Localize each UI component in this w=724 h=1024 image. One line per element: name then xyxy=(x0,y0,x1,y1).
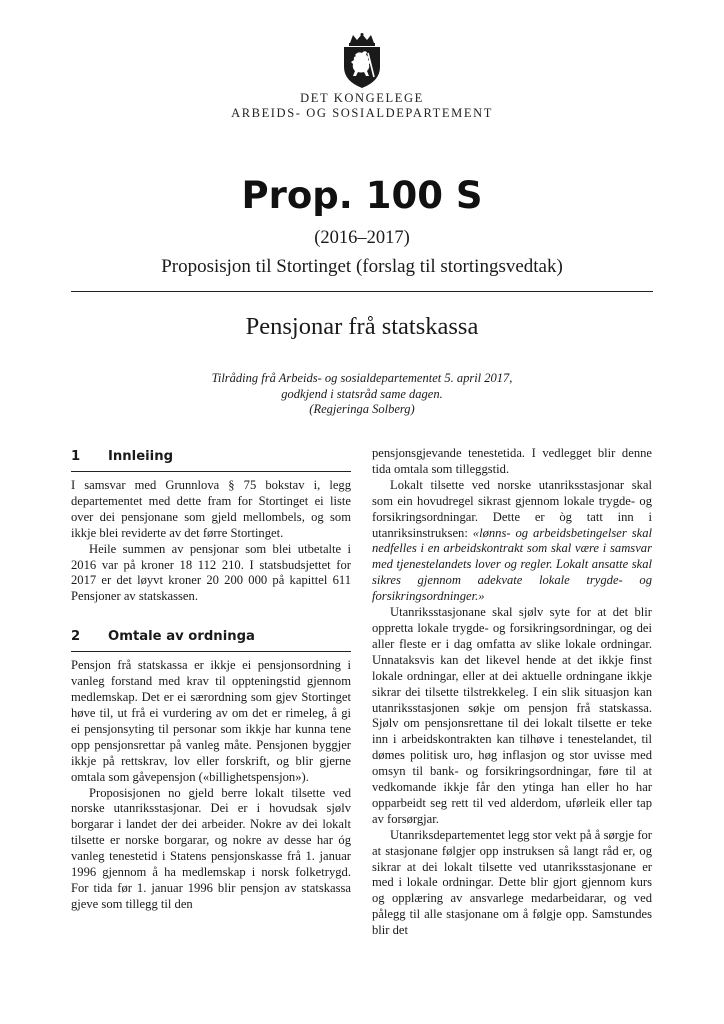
instruction-quote: «lønns- og arbeidsbetingelser skal nedfelles i en arbeidskontrakt som skal være i samsvar med tjenestelandets lover og regler. Lokalt ansatte skal sikres gjennom adekvate lokale trygde- og forsikringsordninger.» xyxy=(372,525,652,604)
paragraph: Utanriksstasjonane skal sjølv syte for at det blir oppretta lokale trygde- og forsikringsordningar, og dei aller fleste er i dag omfatta av slike lokale ordningar. Unnataksvis kan det likevel hende at det ikkje finst lokale ordningar, eller at dei aktuelle ordningane ikkje sikrar dei tilsette tilstrekkeleg. I ein slik situasjon kan utanriksstasjonen søkje om pensjon frå statskassa. Sjølv om pensjonsrettane til dei lokalt tilsette er teke inn i arbeidskontrakten kan tilhøve i tenestelandet, til dømes politisk uro, høg inflasjon og stor uvisse med omsyn til bank- og forsikringsordningar, føre til at vedkomande ikkje får den ytinga han eller ho har opparbeidt seg rett til ved alderdom, uførleik eller tap av forsørgjar. xyxy=(372,605,652,826)
document-title: Pensjonar frå statskassa xyxy=(245,313,479,340)
approval-line-2: godkjend i statsråd same dagen. xyxy=(281,386,443,401)
approval-line-1: Tilråding frå Arbeids- og sosialdepartementet 5. april 2017, xyxy=(211,371,513,385)
ministry-line-2: ARBEIDS- OG SOSIALDEPARTEMENT xyxy=(231,106,493,120)
title-divider xyxy=(71,291,653,292)
section-title: Innleiing xyxy=(108,449,174,464)
paragraph: Utanriksdepartementet legg stor vekt på å sørgje for at stasjonane følgjer opp instruksen så langt råd er, og sikrar at dei lokalt tilsette ved utanriksstasjonane er med i lokale ordningar. Dette blir gjort gjennom kurs og opplæring av ansvarlege medarbeidarar, og ved pålegg til alle stasjonane om å følgje opp. Samstundes blir det xyxy=(372,827,652,938)
paragraph: pensjonsgjevande tenestetida. I vedlegget blir denne tida omtala som tilleggstid. xyxy=(372,446,652,476)
paragraph: I samsvar med Grunnlova § 75 bokstav i, legg departementet med dette fram for Stortinget ei liste over dei pensjonane som gjeld mellombels, og som ikkje blei reviderte av det førre Stortinget. xyxy=(71,478,351,540)
paragraph-with-quote xyxy=(372,478,652,605)
left-column xyxy=(71,448,351,913)
right-column xyxy=(372,446,652,939)
paragraph: Heile summen av pensjonar som blei utbetalte i 2016 var på kroner 18 112 210. I statsbudsjettet for 2017 er det løyvt kroner 20 200 000 på kapittel 611 Pensjoner av statskassen. xyxy=(71,541,351,604)
section-number: 2 xyxy=(71,629,81,645)
norwegian-coat-of-arms-icon xyxy=(338,33,386,89)
proposition-subtitle: Proposisjon til Stortinget (forslag til stortingsvedtak) xyxy=(161,256,563,277)
paragraph: Proposisjonen no gjeld berre lokalt tilsette ved norske utanriksstasjonar. Dei er i hovudsak sjølv borgarar i landet der dei arbeider. Nokre av dei lokalt tilsette er norske borgarar, og nokre av desse har óg vanleg tenestetid i Statens pensjonskasse frå 1. januar 1996 gjennom å ha medlemskap i norsk folketrygd. For tida før 1. januar 1996 blir pensjon av statskassa gjeve som tillegg til den xyxy=(71,785,351,911)
paragraph: Pensjon frå statskassa er ikkje ei pensjonsordning i vanleg forstand med krav til oppteningstid gjennom medlemskap. Det er ei særordning som gjev Stortinget høve til, ut frå ei vurdering av om det er rimeleg, å gi ei pensjonsyting til personar som ikkje har kunna tene opp pensjonsrettar på vanleg måte. Pensjonen byggjer ikkje på rettskrav, lov eller forskrift, og blir gjerne omtala som gåvepensjon («billighetspensjon»). xyxy=(71,658,351,784)
ministry-line-1: DET KONGELEGE xyxy=(300,91,424,105)
section-heading-1 xyxy=(71,448,351,472)
paragraph-lead: Lokalt tilsette ved norske utanriksstasjonar skal som ein hovudregel sikrast gjennom lokale trygde- og forsikringsordningar. Dette er òg tatt inn i utanriksinstruksen: xyxy=(372,477,652,540)
approval-line-3: (Regjeringa Solberg) xyxy=(309,402,415,416)
section-heading-2 xyxy=(71,628,351,652)
ministry-name xyxy=(0,91,724,121)
section-title: Omtale av ordninga xyxy=(108,629,255,645)
approval-note xyxy=(0,371,724,418)
section-number: 1 xyxy=(71,449,81,464)
proposition-title: Prop. 100 S xyxy=(241,174,483,217)
proposition-session: (2016–2017) xyxy=(314,228,410,248)
